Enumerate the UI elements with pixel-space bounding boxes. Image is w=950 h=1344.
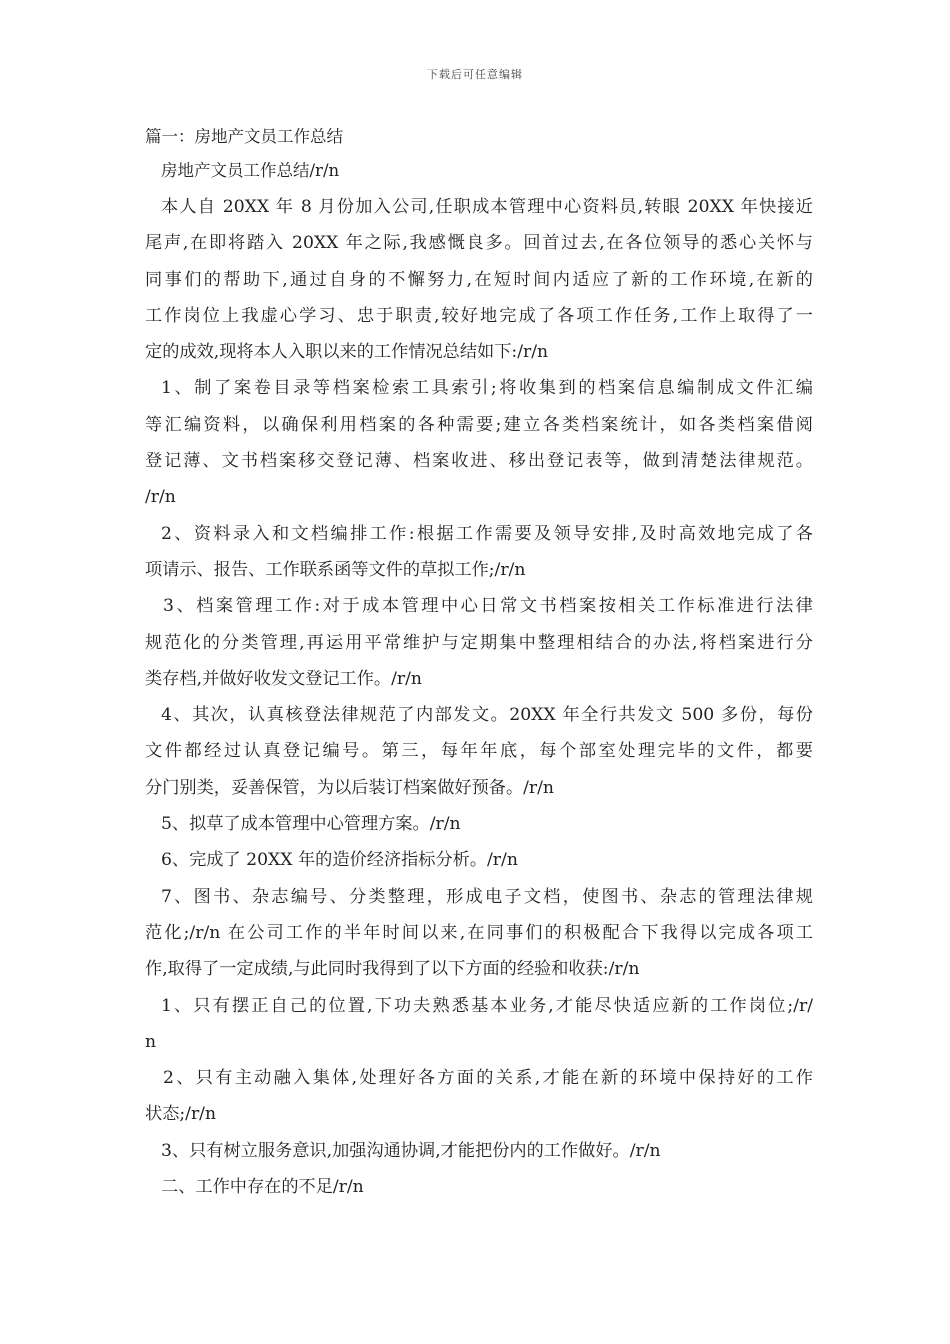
- list-item-line: 7、图书、杂志编号、分类整理，形成电子文档，使图书、杂志的管理法律规: [161, 886, 813, 907]
- page-header: 下载后可任意编辑: [427, 68, 523, 81]
- paragraph-line: 文件都经过认真登记编号。第三，每年年底，每个部室处理完毕的文件，都要: [145, 741, 813, 762]
- paragraph-line: 登记薄、文书档案移交登记薄、档案收进、移出登记表等，做到清楚法律规范。: [145, 451, 813, 472]
- paragraph-line: 类存档,并做好收发文登记工作。/r/n: [145, 668, 422, 689]
- list-item-line: 6、完成了 20XX 年的造价经济指标分析。/r/n: [161, 850, 518, 871]
- paragraph-line: 状态;/r/n: [145, 1104, 217, 1125]
- paragraph-line: 分门别类，妥善保管，为以后装订档案做好预备。/r/n: [145, 777, 554, 798]
- paragraph-line: 尾声,在即将踏入 20XX 年之际,我感慨良多。回首过去,在各位领导的悉心关怀与: [145, 233, 813, 254]
- paragraph-line: 作,取得了一定成绩,与此同时我得到了以下方面的经验和收获:/r/n: [145, 959, 640, 980]
- paragraph-line: 本人自 20XX 年 8 月份加入公司,任职成本管理中心资料员,转眼 20XX 年快接近: [161, 197, 813, 217]
- paragraph-line: n: [145, 1031, 157, 1052]
- document-subtitle: 房地产文员工作总结/r/n: [161, 161, 340, 180]
- list-item-line: 1、只有摆正自己的位置,下功夫熟悉基本业务,才能尽快适应新的工作岗位;/r/: [161, 995, 813, 1016]
- paragraph-line: 工作岗位上我虚心学习、忠于职责,较好地完成了各项工作任务,工作上取得了一: [145, 305, 813, 326]
- paragraph-line: 同事们的帮助下,通过自身的不懈努力,在短时间内适应了新的工作环境,在新的: [145, 269, 813, 290]
- list-item-line: 1、制了案卷目录等档案检索工具索引;将收集到的档案信息编制成文件汇编: [161, 378, 813, 399]
- list-item-line: 3、档案管理工作:对于成本管理中心日常文书档案按相关工作标准进行法律: [163, 596, 813, 617]
- paragraph-line: 定的成效,现将本人入职以来的工作情况总结如下:/r/n: [145, 342, 549, 363]
- paragraph-line: 项请示、报告、工作联系函等文件的草拟工作;/r/n: [145, 559, 526, 580]
- document-title: 篇一：房地产文员工作总结: [145, 127, 343, 146]
- list-item-line: 5、拟草了成本管理中心管理方案。/r/n: [161, 814, 461, 835]
- paragraph-line: 范化;/r/n 在公司工作的半年时间以来,在同事们的积极配合下我得以完成各项工: [145, 922, 813, 943]
- document-body: [145, 120, 813, 1205]
- paragraph-line: 等汇编资料，以确保利用档案的各种需要;建立各类档案统计，如各类档案借阅: [145, 414, 813, 435]
- paragraph-line: /r/n: [145, 487, 176, 508]
- list-item-line: 2、资料录入和文档编排工作:根据工作需要及领导安排,及时高效地完成了各: [161, 523, 813, 544]
- section-heading: 二、工作中存在的不足/r/n: [161, 1177, 364, 1198]
- list-item-line: 4、其次，认真核登法律规范了内部发文。20XX 年全行共发文 500 多份，每份: [161, 705, 813, 726]
- list-item-line: 3、只有树立服务意识,加强沟通协调,才能把份内的工作做好。/r/n: [161, 1140, 661, 1161]
- list-item-line: 2、只有主动融入集体,处理好各方面的关系,才能在新的环境中保持好的工作: [163, 1068, 813, 1089]
- paragraph-line: 规范化的分类管理,再运用平常维护与定期集中整理相结合的办法,将档案进行分: [145, 632, 813, 653]
